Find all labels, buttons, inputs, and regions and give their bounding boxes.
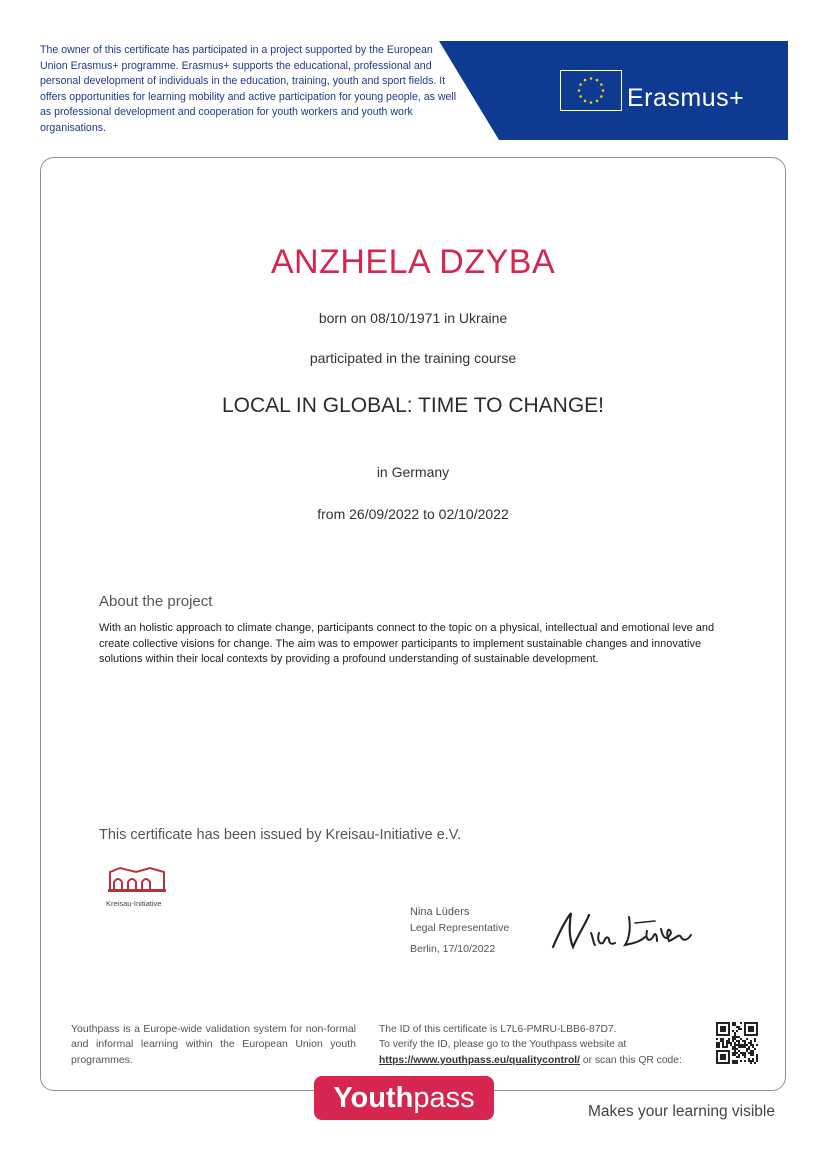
course-title: LOCAL IN GLOBAL: TIME TO CHANGE! [222,394,604,417]
eu-star [602,89,605,92]
eu-star [584,100,587,103]
eu-star [578,89,581,92]
youthpass-tagline: Makes your learning visible [588,1103,775,1120]
erasmus-logo-text: Erasmus+ [627,84,745,112]
youthpass-logo [314,1076,494,1120]
programme-description: The owner of this certificate has participated in a project supported by the European Union Erasmus+ programme. Erasmus+ supports the educational, professional and personal development of individuals in the education, training, youth and sport fields. It offers opportunities for learning mobility and active participation for young people, as well as professional development and cooperation for youth workers and youth work organisations. [40,44,457,134]
eu-star [590,77,593,80]
verify-link[interactable]: https://www.youthpass.eu/qualitycontrol/ [379,1054,580,1066]
eu-star [584,79,587,82]
eu-star [596,79,599,82]
kreisau-logo-label: Kreisau-Initiative [106,899,162,908]
kreisau-logo-icon [106,866,168,896]
eu-star [600,95,603,98]
signatory-name: Nina Lüders [410,906,470,918]
verification-info [379,1022,709,1068]
youthpass-logo-bold: Youth [333,1082,414,1114]
certificate-id: The ID of this certificate is L7L6-PMRU-LBB6-87D7. [379,1024,617,1035]
signature-image [545,903,700,955]
about-heading: About the project [99,593,213,610]
eu-star [590,101,593,104]
eu-star [579,83,582,86]
course-dates: from 26/09/2022 to 02/10/2022 [317,506,509,522]
signatory-role: Legal Representative [410,922,510,934]
verify-link-line [379,1053,709,1068]
qr-instruction: or scan this QR code: [580,1054,682,1066]
birth-info: born on 08/10/1971 in Ukraine [318,310,508,326]
issuer-statement: This certificate has been issued by Kreisau-Initiative e.V. [99,827,462,843]
about-text: With an holistic approach to climate change, participants connect to the topic on a physical, intellectual and emotional leve and create collective visions for change. The aim was to empower participants to implement sustainable changes and innovative solutions within their local contexts by providing a profound understanding of sustainable development. [99,622,715,665]
course-location: in Germany [376,464,450,480]
youthpass-logo-rest: pass [413,1082,475,1114]
eu-star [596,100,599,103]
verify-instruction: To verify the ID, please go to the Youthpass website at [379,1039,627,1051]
eu-star [600,83,603,86]
eu-star [579,95,582,98]
eu-flag-icon [560,70,622,111]
qr-code-icon[interactable] [716,1022,758,1064]
youthpass-description: Youthpass is a Europe-wide validation system for non-formal and informal learning within the European Union youth programmes. [71,1023,356,1066]
participant-name: ANZHELA DZYBA [270,243,556,281]
participation-statement: participated in the training course [309,350,517,366]
signature-place-date: Berlin, 17/10/2022 [410,943,496,955]
